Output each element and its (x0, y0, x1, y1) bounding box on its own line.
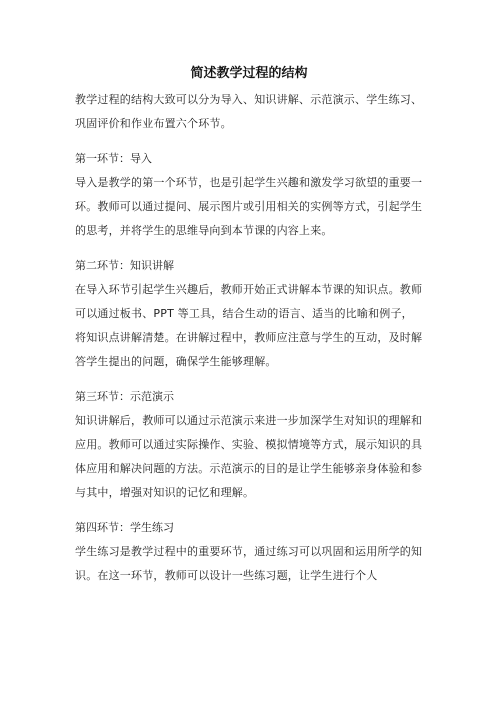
section-heading: 第二环节：知识讲解 (75, 259, 174, 272)
section-4 (75, 518, 423, 588)
section-heading: 第三环节：示范演示 (75, 390, 174, 403)
section-body: 导入是教学的第一个环节，也是引起学生兴趣和激发学习欲望的重要一环。教师可以通过提问、展示图片或引用相关的实例等方式，引起学生的思考，并将学生的思维导向到本节课的内容上来。 (75, 176, 423, 237)
section-body: 知识讲解后，教师可以通过示范演示来进一步加深学生对知识的理解和应用。教师可以通过实际操作、实验、模拟情境等方式，展示知识的具体应用和解决问题的方法。示范演示的目的是让学生能够亲身体验和参与其中，增强对知识的记忆和理解。 (75, 414, 423, 499)
section-heading: 第四环节：学生练习 (75, 521, 174, 534)
section-2 (75, 256, 423, 374)
intro-paragraph: 教学过程的结构大致可以分为导入、知识讲解、示范演示、学生练习、巩固评价和作业布置六个环节。 (75, 93, 423, 130)
section-3 (75, 387, 423, 505)
section-heading: 第一环节：导入 (75, 152, 152, 165)
section-body: 在导入环节引起学生兴趣后，教师开始正式讲解本节课的知识点。教师可以通过板书、PPT 等工具，结合生动的语言、适当的比喻和例子，将知识点讲解清楚。在讲解过程中，教师应注意与学生的互动，及时解答学生提出的问题，确保学生能够理解。 (75, 283, 423, 368)
document-page (75, 64, 423, 588)
section-body: 学生练习是教学过程中的重要环节，通过练习可以巩固和运用所学的知识。在这一环节，教师可以设计一些练习题，让学生进行个人 (75, 545, 423, 582)
document-title: 简述教学过程的结构 (190, 66, 308, 81)
section-1 (75, 149, 423, 243)
